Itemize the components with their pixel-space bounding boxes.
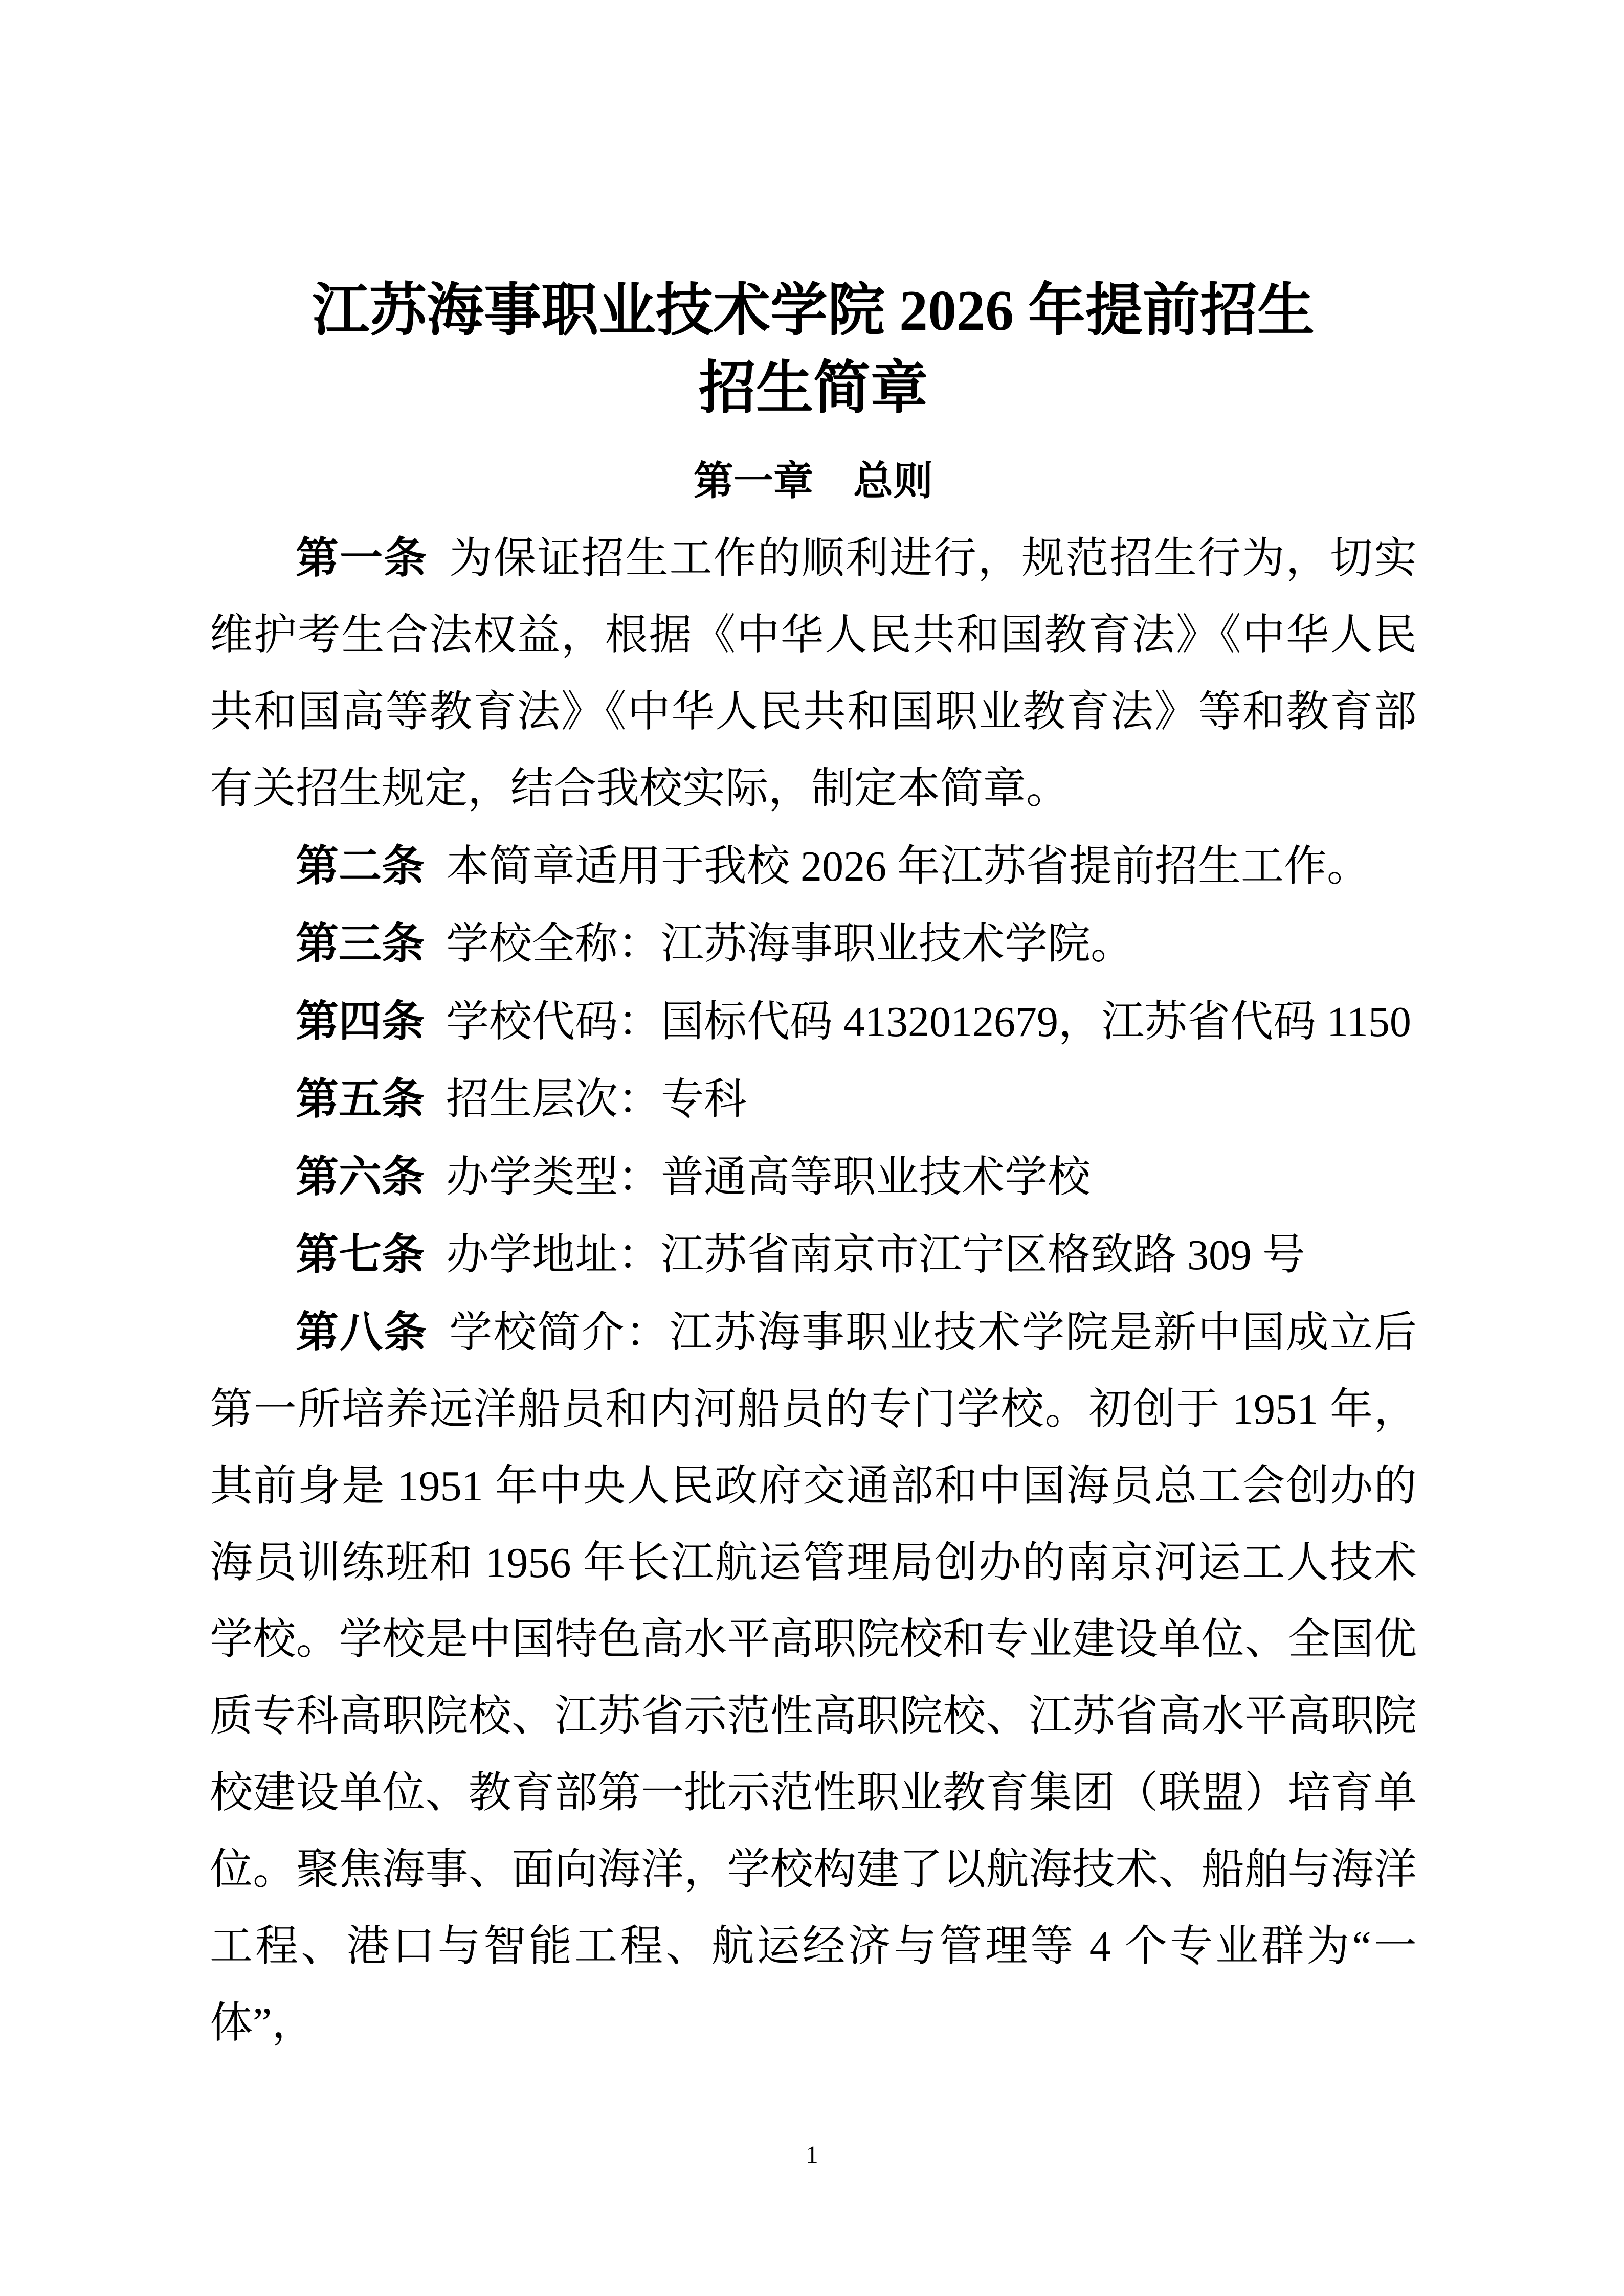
document-title xyxy=(210,272,1417,427)
article-text: 办学地址：江苏省南京市江宁区格致路 309 号 xyxy=(446,1231,1306,1279)
document-title-line2: 招生简章 xyxy=(699,357,928,420)
article-text: 招生层次：专科 xyxy=(446,1076,747,1123)
article-label: 第五条 xyxy=(296,1075,425,1123)
article-paragraph xyxy=(210,1216,1417,1294)
article-label: 第一条 xyxy=(296,534,428,582)
article-text: 办学类型：普通高等职业技术学校 xyxy=(446,1154,1091,1201)
article-label: 第七条 xyxy=(296,1230,425,1278)
document-title-line1: 江苏海事职业技术学院 2026 年提前招生 xyxy=(312,279,1315,343)
article-paragraph xyxy=(210,1294,1417,2062)
article-label: 第三条 xyxy=(296,919,425,967)
article-paragraph xyxy=(210,520,1417,827)
article-label: 第六条 xyxy=(296,1153,425,1201)
article-text: 学校代码：国标代码 4132012679，江苏省代码 1150 xyxy=(446,998,1411,1046)
articles-section xyxy=(210,520,1417,2062)
article-text: 本简章适用于我校 2026 年江苏省提前招生工作。 xyxy=(446,843,1370,890)
article-paragraph xyxy=(210,1061,1417,1138)
article-text: 学校全称：江苏海事职业技术学院。 xyxy=(446,920,1134,968)
article-paragraph xyxy=(210,905,1417,983)
article-label: 第八条 xyxy=(296,1308,428,1356)
article-paragraph xyxy=(210,983,1417,1061)
chapter-heading: 第一章 总则 xyxy=(693,458,933,503)
article-paragraph xyxy=(210,827,1417,905)
article-text: 为保证招生工作的顺利进行，规范招生行为，切实维护考生合法权益，根据《中华人民共和国教育法》《中华人民共和国高等教育法》《中华人民共和国职业教育法》等和教育部有关招生规定，结合我校实际，制定本简章。 xyxy=(210,535,1417,813)
page-number: 1 xyxy=(806,2141,818,2168)
article-label: 第四条 xyxy=(296,997,425,1045)
article-label: 第二条 xyxy=(296,842,425,890)
article-paragraph xyxy=(210,1138,1417,1216)
article-text: 学校简介：江苏海事职业技术学院是新中国成立后第一所培养远洋船员和内河船员的专门学校。初创于 1951 年，其前身是 1951 年中央人民政府交通部和中国海员总工会创办的海员训练班和 1956 年长江航运管理局创办的南京河运工人技术学校。学校是中国特色高水平高职院校和专业建设单位、全国优质专科高职院校、江苏省示范性高职院校、江苏省高水平高职院校建设单位、教育部第一批示范性职业教育集团（联盟）培育单位。聚焦海事、面向海洋，学校构建了以航海技术、船舶与海洋工程、港口与智能工程、航运经济与管理等 4 个专业群为“一体”， xyxy=(210,1309,1417,2047)
